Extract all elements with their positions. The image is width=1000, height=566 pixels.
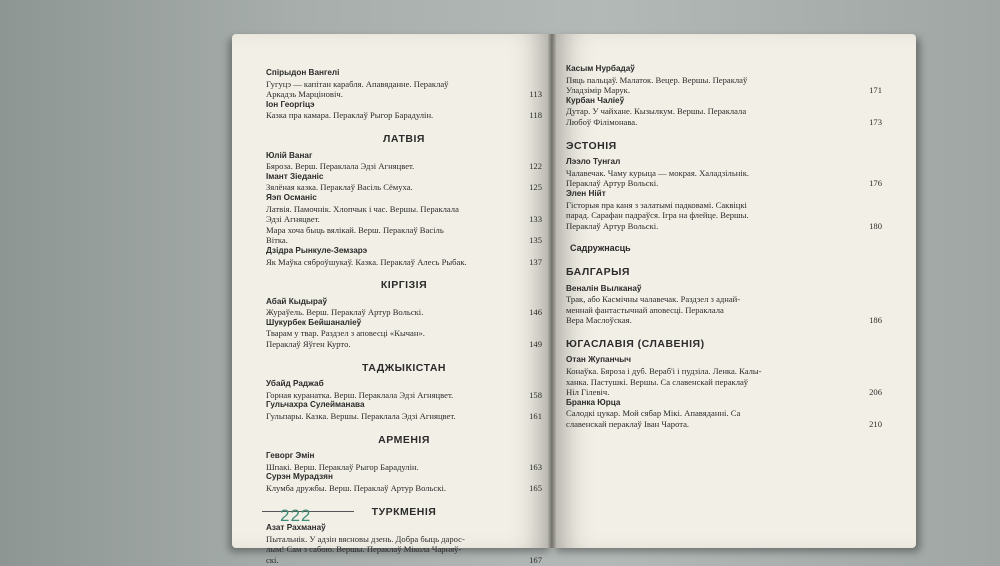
contents-line: [566, 200, 882, 211]
section-heading: АРМЕНІЯ: [378, 433, 430, 446]
page-ref: [536, 225, 542, 236]
entry-title-text: Конаўка. Бяроза і дуб. Вераб'і і пудзіла. Ленка. Калы-: [566, 366, 762, 377]
author-name: Азат Рахманаў: [266, 523, 326, 533]
contents-line: [266, 161, 542, 172]
entry-title-text: Жураўель. Верш. Пераклаў Артур Вольскі.: [266, 307, 424, 318]
entry-title-text: меннай фантастычнай аповесці. Пераклала: [566, 304, 724, 315]
section-heading: КІРГІЗІЯ: [380, 279, 428, 292]
page-ref: 146: [529, 307, 542, 318]
entry-title-text: скі.: [266, 554, 279, 565]
contents-line: [266, 328, 542, 339]
page-ref: [876, 106, 882, 117]
contents-line: [566, 178, 882, 189]
page-ref: 176: [869, 178, 882, 189]
entry-title-text: Пераклаў Яўген Курто.: [266, 339, 351, 350]
entry-title-text: Шпакі. Верш. Пераклаў Рыгор Барадулін.: [266, 461, 419, 472]
page-ref: [876, 200, 882, 211]
section-heading: ТУРКМЕНІЯ: [371, 505, 437, 518]
entry-title-text: Гісторыя пра каня з залатымі падковамі. Саквіцкі: [566, 199, 747, 210]
page-ref: [876, 366, 882, 377]
contents-line: [566, 168, 882, 179]
section-heading: ЛАТВІЯ: [383, 132, 425, 145]
author-name: Лээло Тунгал: [566, 157, 621, 167]
page-ref: 210: [869, 419, 882, 430]
contents-line: [266, 555, 542, 566]
page-ref: 161: [529, 411, 542, 422]
entry-title-text: Латвія. Памочнік. Хлопчык і час. Вершы. Пераклала: [266, 203, 459, 214]
author-name: Гульчахра Сулейманава: [266, 400, 365, 410]
contents-line: [566, 366, 882, 377]
contents-line: [266, 225, 542, 236]
contents-line: [266, 339, 542, 350]
contents-line: [566, 75, 882, 86]
contents-line: [266, 182, 542, 193]
author-name: Іон Георгіцэ: [266, 99, 315, 109]
entry-title-text: Пераклаў Артур Вольскі.: [566, 220, 659, 231]
entry-title-text: ханка. Пастушкі. Вершы. Са славенскай пераклаў: [566, 376, 749, 387]
contents-line: [266, 534, 542, 545]
entry-title-text: Гульпары. Казка. Вершы. Пераклала Эдзі Агняцвет.: [266, 411, 456, 422]
contents-line: [566, 408, 882, 419]
entry-title-text: Бяроза. Верш. Пераклала Эдзі Агняцвет.: [266, 161, 415, 172]
author-name: Спірыдон Вангелі: [266, 68, 340, 77]
entry-title-text: Пераклаў Артур Вольскі.: [566, 178, 659, 189]
entry-title-text: парад. Сарафан падраўся. Ігра на флейце. Вершы.: [566, 210, 749, 221]
section-heading: ЮГАСЛАВІЯ (СЛАВЕНІЯ): [566, 337, 705, 350]
entry-title-text: Аркадзь Марціновіч.: [266, 89, 343, 100]
open-book: [232, 34, 916, 565]
page-ref: 165: [529, 483, 542, 493]
contents-line: [566, 210, 882, 221]
page-number: 222: [280, 506, 312, 525]
entry-title-text: Салодкі цукар. Мой сябар Мікі. Апавяданні. Са: [566, 408, 741, 419]
entry-title-text: Уладзімір Марук.: [566, 85, 631, 96]
entry-title-text: Чалавечак. Чаму курыца — мокрая. Халадзільнік.: [566, 167, 750, 178]
author-name: Сурэн Мурадзян: [266, 472, 333, 482]
page-ref: [876, 168, 882, 179]
section-heading: БАЛГАРЫЯ: [566, 265, 630, 278]
page-ref: [536, 534, 542, 545]
author-name: Убайд Раджаб: [266, 379, 324, 389]
page-ref: [876, 377, 882, 388]
entry-title-text: славенскай пераклаў Іван Чарота.: [566, 419, 690, 430]
contents-line: [566, 377, 882, 388]
page-ref: [876, 294, 882, 305]
contents-line: [566, 85, 882, 96]
contents-line: [266, 411, 542, 422]
page-ref: 206: [869, 387, 882, 398]
contents-line: [266, 89, 542, 100]
contents-line: [566, 315, 882, 326]
page-ref: 163: [529, 461, 542, 472]
author-name: Яэп Османіс: [266, 192, 317, 202]
entry-title-text: Вера Маслоўская.: [566, 315, 632, 326]
contents-line: [266, 390, 542, 401]
left-contents-column: [266, 68, 542, 566]
contents-line: [266, 483, 542, 494]
entry-title-text: Пяць пальцаў. Малаток. Вецер. Вершы. Пераклаў: [566, 74, 748, 85]
author-name: Касым Нурбадаў: [566, 64, 635, 73]
entry-title-text: Вітка.: [266, 235, 288, 246]
entry-title-text: Любоў Філімонава.: [566, 116, 638, 127]
entry-title-text: Горная куранатка. Верш. Пераклала Эдзі Агняцвет.: [266, 389, 454, 400]
entry-title-text: Гугуцэ — капітан карабля. Апавяданне. Пераклаў: [266, 78, 449, 89]
page-ref: 125: [529, 182, 542, 193]
book-gutter: [548, 34, 556, 548]
contents-line: [566, 387, 882, 398]
page-ref: [876, 75, 882, 86]
entry-title-text: Трак, або Касмічны чалавечак. Раздзел з аднай-: [566, 294, 741, 305]
entry-title-text: Дутар. У чайхане. Кызылкум. Вершы. Пераклала: [566, 106, 747, 117]
section-heading: ТАДЖЫКІСТАН: [361, 361, 447, 374]
entry-title-text: Зялёная казка. Пераклаў Васіль Сёмуха.: [266, 182, 413, 193]
page-ref: [876, 408, 882, 419]
contents-line: [566, 419, 882, 430]
page-ref: 167: [529, 554, 542, 565]
page-ref: 118: [529, 110, 542, 121]
author-name: Абай Кыдыраў: [266, 296, 328, 306]
entry-title-text: Ніл Гілевіч.: [566, 387, 610, 398]
right-page: [552, 34, 916, 548]
entry-title-text: Клумба дружбы. Верш. Пераклаў Артур Вольскі.: [266, 483, 447, 493]
contents-line: [266, 544, 542, 555]
author-name: Імант Зіеданіс: [266, 171, 324, 181]
left-page: [232, 34, 552, 565]
contents-line: [566, 106, 882, 117]
commonwealth-subheading: Садружнасць: [570, 243, 631, 254]
contents-line: [266, 110, 542, 121]
entry-title-text: Казка пра камара. Пераклаў Рыгор Барадулін.: [266, 110, 434, 121]
page-ref: 137: [529, 256, 542, 267]
entry-title-text: лым! Сам з сабою. Вершы. Пераклаў Мікола Чарняў-: [266, 544, 462, 555]
entry-title-text: Пытальнік. У адзін вясновы дзень. Добра быць дарос-: [266, 533, 465, 544]
page-ref: 180: [869, 220, 882, 231]
page-ref: [536, 204, 542, 215]
contents-line: [566, 294, 882, 305]
page-ref: 171: [869, 85, 882, 96]
entry-title-text: Эдзі Агняцвет.: [266, 214, 320, 225]
contents-line: [266, 307, 542, 318]
page-ref: 113: [529, 89, 542, 100]
author-name: Бранка Юрца: [566, 397, 621, 407]
author-name: Дзідра Рынкуле-Земзарэ: [266, 245, 368, 255]
entry-title-text: Як Маўка сябрoўшукаў. Казка. Пераклаў Алесь Рыбак.: [266, 256, 467, 267]
page-ref: [536, 328, 542, 339]
author-name: Шукурбек Бейшаналіеў: [266, 317, 362, 327]
contents-line: [266, 235, 542, 246]
page-ref: [536, 79, 542, 90]
entry-title-text: Мара хоча быць вялікай. Верш. Пераклаў Васіль: [266, 224, 444, 235]
author-name: Курбан Чаліеў: [566, 95, 625, 105]
entry-title-text: Тварам у твар. Раздзел з аповесці «Кычан».: [266, 328, 425, 339]
author-name: Юлій Ванаг: [266, 150, 313, 160]
page-ref: [876, 305, 882, 316]
page-ref: 173: [869, 116, 882, 127]
page-ref: 149: [529, 339, 542, 350]
author-name: Веналін Вылканаў: [566, 283, 642, 293]
page-ref: 158: [529, 389, 542, 400]
author-name: Геворг Эмін: [266, 451, 315, 461]
author-name: Отан Жупанчыч: [566, 355, 632, 365]
page-ref: 135: [529, 235, 542, 246]
contents-line: [266, 257, 542, 268]
contents-line: [566, 221, 882, 232]
page-ref: 133: [529, 214, 542, 225]
contents-line: [566, 305, 882, 316]
contents-line: [266, 204, 542, 215]
contents-line: [266, 79, 542, 90]
right-contents-column: [566, 64, 882, 430]
section-heading: ЭСТОНІЯ: [566, 139, 617, 152]
page-ref: 122: [529, 161, 542, 172]
author-name: Элен Нійт: [566, 188, 606, 198]
page-ref: [876, 210, 882, 221]
contents-line: [266, 214, 542, 225]
page-ref: 186: [869, 315, 882, 326]
page-ref: [536, 544, 542, 555]
contents-line: [566, 117, 882, 128]
contents-line: [266, 462, 542, 473]
